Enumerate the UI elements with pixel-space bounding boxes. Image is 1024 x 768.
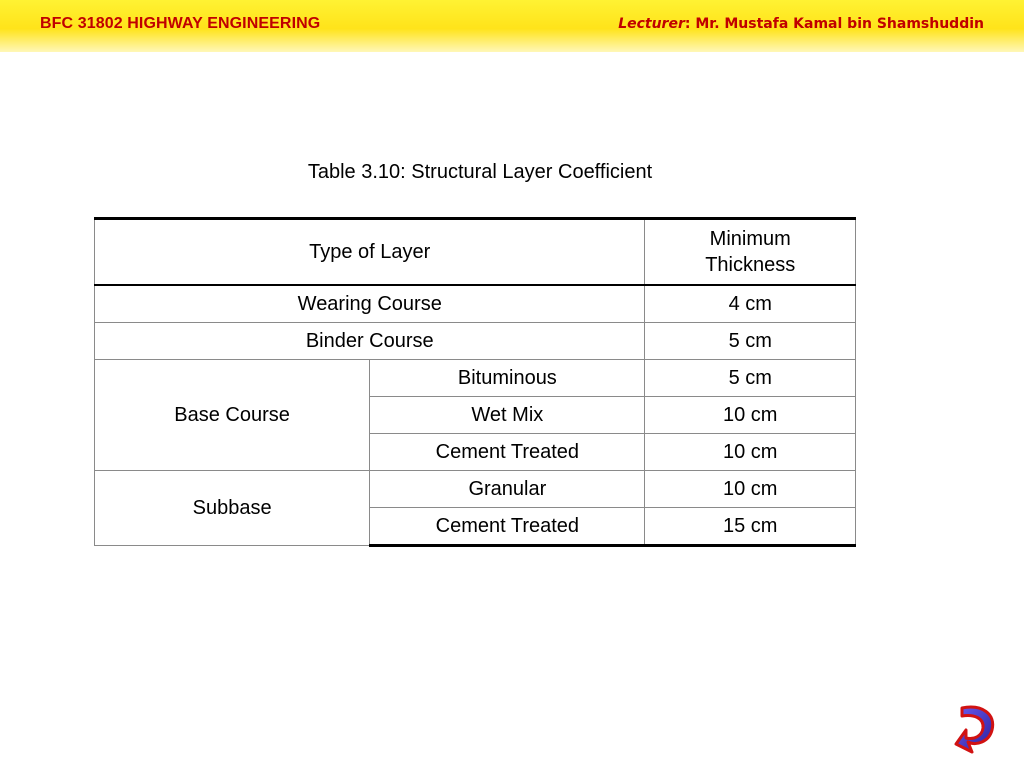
- return-arrow-shape: [956, 707, 993, 752]
- lecturer-name: : Mr. Mustafa Kamal bin Shamshuddin: [684, 16, 984, 32]
- course-title: BFC 31802 HIGHWAY ENGINEERING: [40, 15, 321, 32]
- cell-thickness: 10 cm: [645, 471, 856, 508]
- slide-header: [0, 0, 1024, 52]
- cell-thickness: 15 cm: [645, 508, 856, 546]
- lecturer-label: Lecturer: [618, 16, 685, 32]
- header-minimum-thickness: [645, 219, 856, 286]
- cell-sub-type: Bituminous: [370, 360, 645, 397]
- cell-layer-group: Base Course: [95, 360, 370, 471]
- header-type-of-layer: Type of Layer: [95, 219, 645, 286]
- cell-thickness: 10 cm: [645, 434, 856, 471]
- table-row: [95, 323, 856, 360]
- cell-sub-type: Cement Treated: [370, 508, 645, 546]
- cell-thickness: 5 cm: [645, 323, 856, 360]
- cell-sub-type: Wet Mix: [370, 397, 645, 434]
- cell-sub-type: Granular: [370, 471, 645, 508]
- table-header-row: [95, 219, 856, 286]
- table-caption: Table 3.10: Structural Layer Coefficient: [307, 161, 653, 183]
- header-minimum-thickness-line1: Minimum: [709, 228, 791, 250]
- lecturer-info: [618, 16, 984, 32]
- header-minimum-thickness-line2: Thickness: [705, 254, 796, 276]
- table-row: [95, 360, 856, 397]
- cell-layer-group: Subbase: [95, 471, 370, 546]
- cell-sub-type: Cement Treated: [370, 434, 645, 471]
- cell-layer: Wearing Course: [95, 285, 645, 323]
- layer-thickness-table: [94, 217, 856, 547]
- cell-thickness: 4 cm: [645, 285, 856, 323]
- table-row: [95, 471, 856, 508]
- table-row: [95, 285, 856, 323]
- cell-thickness: 10 cm: [645, 397, 856, 434]
- cell-layer: Binder Course: [95, 323, 645, 360]
- return-arrow-icon[interactable]: [952, 702, 998, 760]
- cell-thickness: 5 cm: [645, 360, 856, 397]
